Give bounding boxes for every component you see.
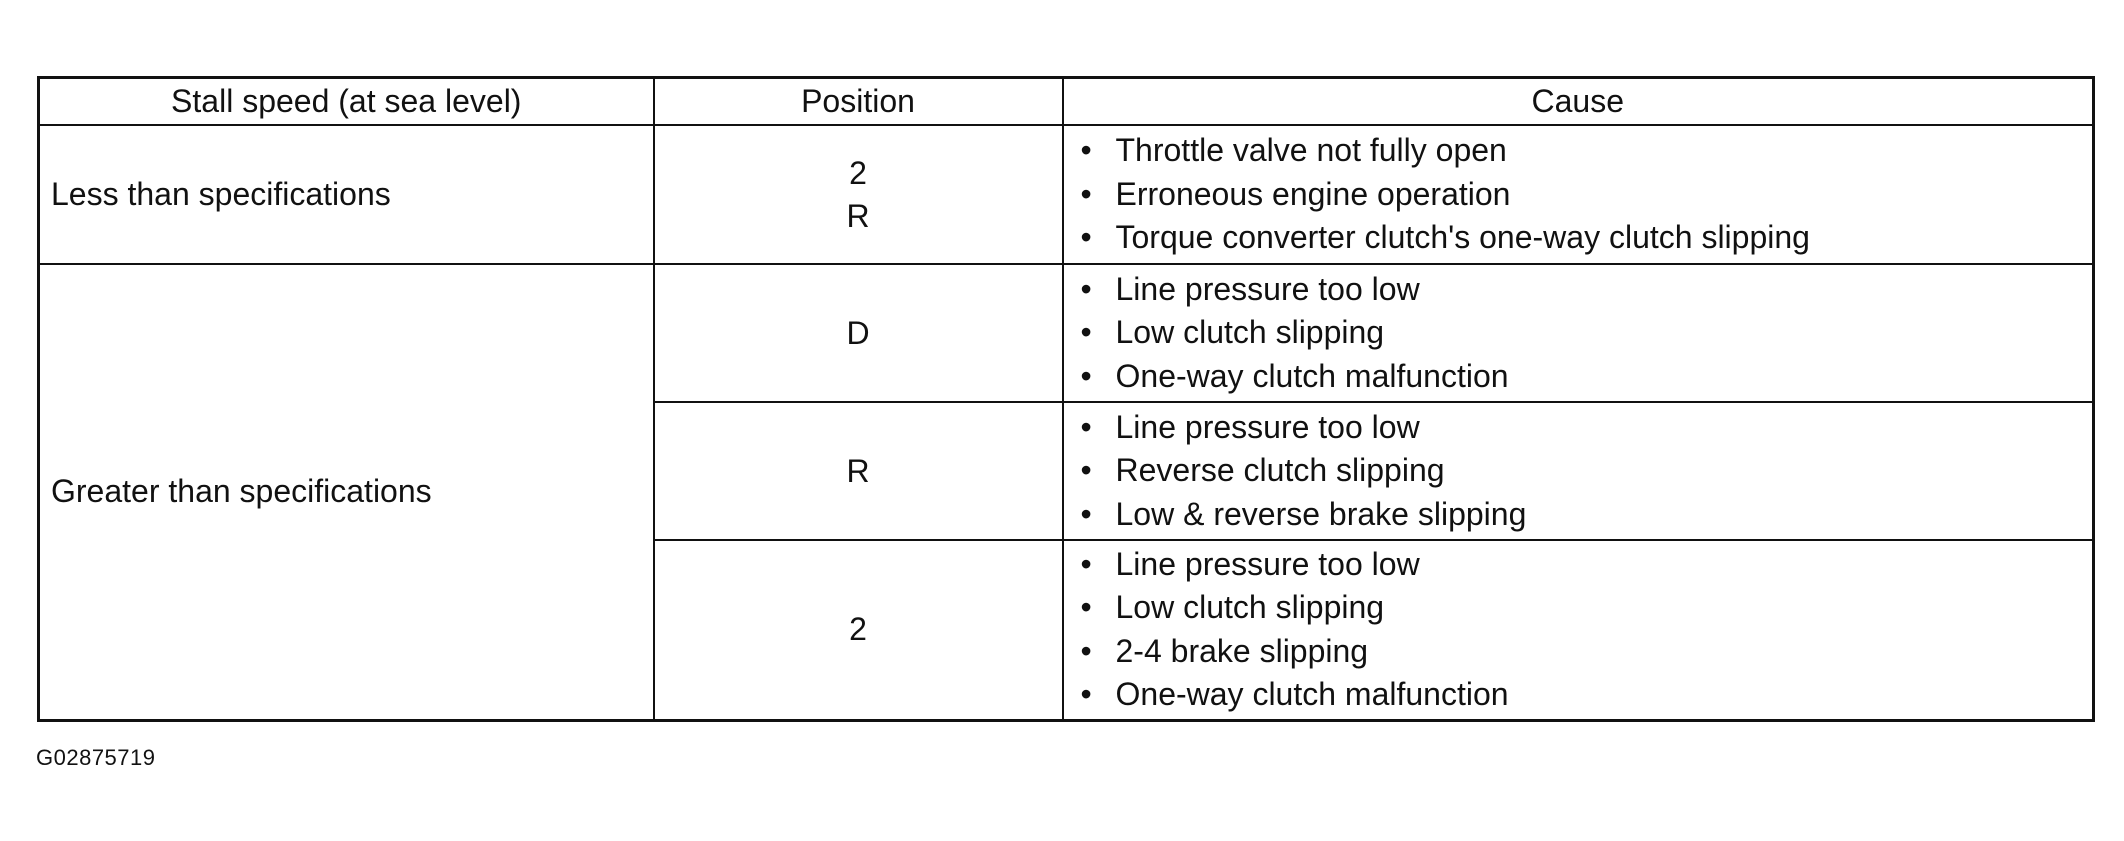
header-position: Position: [654, 78, 1063, 126]
bullet-icon: •: [1080, 452, 1092, 489]
bullet-icon: •: [1080, 632, 1092, 669]
cause-cell: [1063, 125, 2094, 264]
bullet-icon: •: [1080, 589, 1092, 626]
bullet-icon: •: [1080, 270, 1092, 307]
bullet-icon: •: [1080, 219, 1092, 256]
cause-text: Line pressure too low: [1115, 545, 1420, 582]
header-stall-speed: Stall speed (at sea level): [39, 78, 654, 126]
table-header-row: [39, 78, 2094, 126]
bullet-icon: •: [1080, 676, 1092, 713]
cause-list: [1072, 543, 2093, 717]
cause-text: Erroneous engine operation: [1115, 175, 1511, 212]
position-value: R: [846, 452, 870, 489]
cause-text: Line pressure too low: [1115, 270, 1420, 307]
cause-item: [1072, 216, 2093, 260]
cause-item: [1072, 586, 2093, 630]
position-value: 2: [849, 154, 867, 191]
cause-text: One-way clutch malfunction: [1115, 357, 1509, 394]
cause-text: Line pressure too low: [1115, 408, 1420, 445]
cause-item: [1072, 449, 2093, 493]
figure-id-label: G02875719: [36, 745, 156, 770]
condition-cell: Greater than specifications: [39, 264, 654, 720]
condition-cell: Less than specifications: [39, 125, 654, 264]
bullet-icon: •: [1080, 408, 1092, 445]
cause-item: [1072, 311, 2093, 355]
cause-text: 2-4 brake slipping: [1115, 632, 1369, 669]
bullet-icon: •: [1080, 132, 1092, 169]
position-value: 2: [849, 611, 867, 648]
bullet-icon: •: [1080, 357, 1092, 394]
cause-item: [1072, 406, 2093, 450]
cause-list: [1072, 406, 2093, 537]
cause-text: Low clutch slipping: [1115, 314, 1385, 351]
cause-item: [1072, 493, 2093, 537]
cause-cell: [1063, 402, 2094, 540]
cause-item: [1072, 543, 2093, 587]
position-value: R: [846, 197, 870, 234]
position-cell: [654, 125, 1063, 264]
position-cell: [654, 402, 1063, 540]
cause-text: Throttle valve not fully open: [1115, 132, 1507, 169]
cause-list: [1072, 268, 2093, 399]
cause-text: Low & reverse brake slipping: [1115, 495, 1527, 532]
bullet-icon: •: [1080, 175, 1092, 212]
cause-item: [1072, 355, 2093, 399]
bullet-icon: •: [1080, 495, 1092, 532]
cause-text: One-way clutch malfunction: [1115, 676, 1509, 713]
cause-item: [1072, 268, 2093, 312]
position-cell: [654, 264, 1063, 402]
position-value: D: [846, 314, 870, 351]
cause-cell: [1063, 540, 2094, 720]
header-cause: Cause: [1063, 78, 2094, 126]
cause-text: Torque converter clutch's one-way clutch slipping: [1115, 219, 1810, 256]
bullet-icon: •: [1080, 545, 1092, 582]
cause-text: Low clutch slipping: [1115, 589, 1385, 626]
bullet-icon: •: [1080, 314, 1092, 351]
table-row: [39, 264, 2094, 402]
cause-text: Reverse clutch slipping: [1115, 452, 1445, 489]
cause-item: [1072, 173, 2093, 217]
cause-list: [1072, 129, 2093, 260]
cause-cell: [1063, 264, 2094, 402]
cause-item: [1072, 129, 2093, 173]
cause-item: [1072, 630, 2093, 674]
position-cell: [654, 540, 1063, 720]
cause-item: [1072, 673, 2093, 717]
table-row: [39, 125, 2094, 264]
stall-speed-table: [37, 76, 2095, 722]
